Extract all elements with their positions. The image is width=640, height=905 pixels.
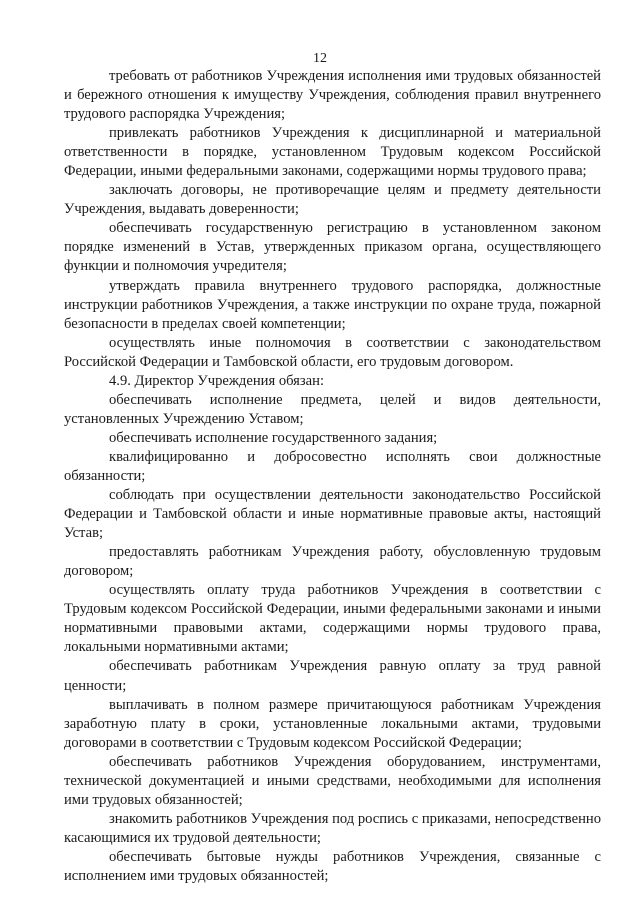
paragraph: выплачивать в полном размере причитающуюся работникам Учреждения заработную плату в сроки, установленные локальными актами, трудовыми договорами в соответствии с Трудовым кодексом Российской Федерации; [64, 696, 601, 751]
document-body [64, 67, 601, 886]
paragraph: привлекать работников Учреждения к дисциплинарной и материальной ответственности в порядке, установленном Трудовым кодексом Российской Федерации, иными федеральными законами, содержащими нормы трудового права; [64, 125, 601, 180]
paragraph: соблюдать при осуществлении деятельности законодательство Российской Федерации и Тамбовской области и иные нормативные правовые акты, настоящий Устав; [64, 487, 601, 542]
section-heading: 4.9. Директор Учреждения обязан: [109, 372, 324, 389]
paragraph: осуществлять иные полномочия в соответствии с законодательством Российской Федерации и Тамбовской области, его трудовым договором. [64, 334, 601, 370]
paragraph: утверждать правила внутреннего трудового распорядка, должностные инструкции работников Учреждения, а также инструкции по охране труда, пожарной безопасности в пределах своей компетенции; [64, 277, 601, 332]
paragraph: заключать договоры, не противоречащие целям и предмету деятельности Учреждения, выдавать доверенности; [64, 182, 601, 218]
paragraph: обеспечивать бытовые нужды работников Учреждения, связанные с исполнением ими трудовых обязанностей; [64, 848, 601, 884]
paragraph: обеспечивать работников Учреждения оборудованием, инструментами, технической документацией и иными средствами, необходимыми для исполнения ими трудовых обязанностей; [64, 753, 601, 808]
paragraph: обеспечивать государственную регистрацию в установленном законом порядке изменений в Устав, утвержденных приказом органа, осуществляющего функции и полномочия учредителя; [64, 220, 601, 275]
paragraph: обеспечивать исполнение предмета, целей и видов деятельности, установленных Учреждению Уставом; [64, 391, 601, 427]
page-number: 12 [313, 51, 327, 66]
paragraph: предоставлять работникам Учреждения работу, обусловленную трудовым договором; [64, 544, 601, 580]
paragraph: обеспечивать исполнение государственного задания; [109, 429, 438, 446]
paragraph: обеспечивать работникам Учреждения равную оплату за труд равной ценности; [64, 658, 601, 694]
paragraph: требовать от работников Учреждения исполнения ими трудовых обязанностей и бережного отношения к имуществу Учреждения, соблюдения правил внутреннего трудового распорядка Учреждения; [64, 68, 601, 123]
paragraph: знакомить работников Учреждения под роспись с приказами, непосредственно касающимися их трудовой деятельности; [64, 810, 601, 846]
paragraph: осуществлять оплату труда работников Учреждения в соответствии с Трудовым кодексом Российской Федерации, иными федеральными законами и иными нормативными правовыми актами, содержащими нормы трудового права, локальными нормативными актами; [64, 582, 601, 656]
paragraph: квалифицированно и добросовестно исполнять свои должностные обязанности; [64, 448, 601, 484]
